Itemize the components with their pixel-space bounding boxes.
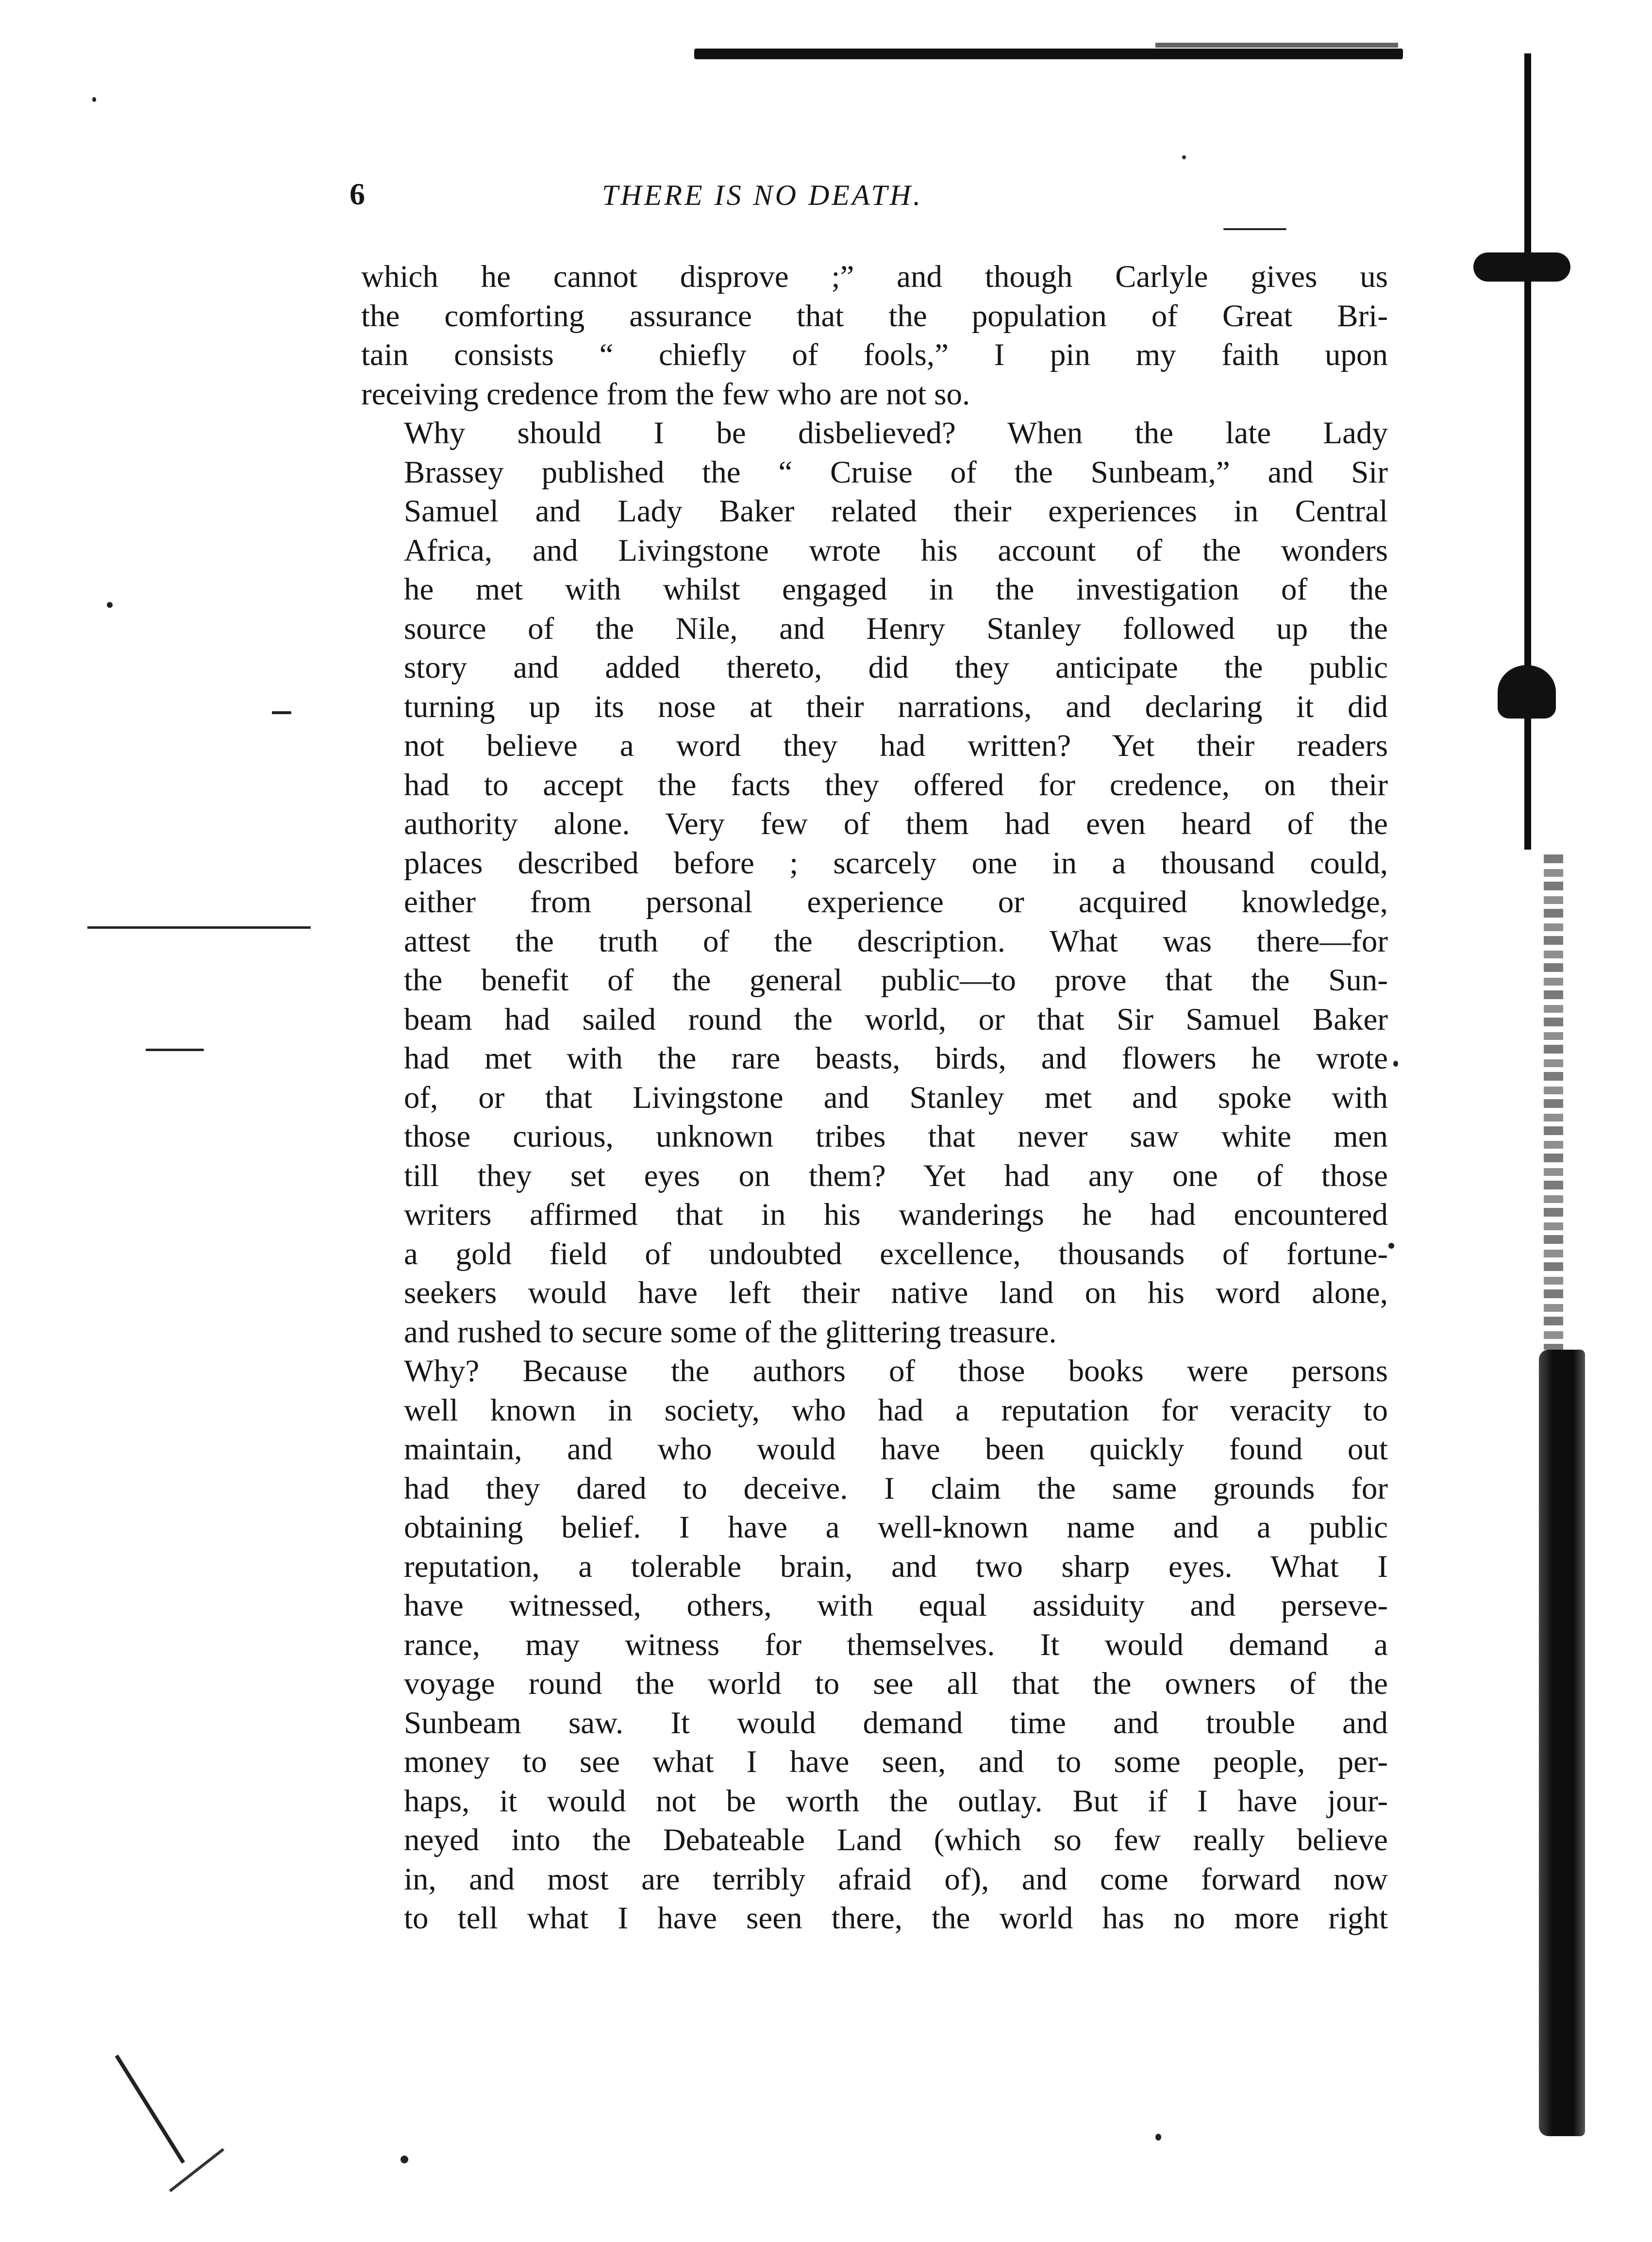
text-line: beam had sailed round the world, or that Sir Samuel Baker: [404, 1002, 1388, 1037]
text-line: voyage round the world to see all that the owners of the: [404, 1666, 1388, 1701]
text-line: Samuel and Lady Baker related their experiences in Central: [404, 494, 1388, 529]
text-line: source of the Nile, and Henry Stanley followed up the: [404, 611, 1388, 646]
paragraph-3: [361, 1352, 1388, 1938]
binding-edge-lower: [1539, 1350, 1585, 2136]
text-line: maintain, and who would have been quickly found out: [404, 1432, 1388, 1467]
text-line: the benefit of the general public—to prove that the Sun-: [404, 963, 1388, 998]
text-line: story and added thereto, did they anticipate the public: [404, 650, 1388, 685]
scan-speck: [1223, 228, 1286, 230]
text-line: haps, it would not be worth the outlay. But if I have jour-: [404, 1783, 1388, 1819]
text-line: places described before ; scarcely one in a thousand could,: [404, 845, 1388, 881]
text-line: Why? Because the authors of those books were persons: [404, 1354, 1388, 1389]
scan-speck: [1393, 1061, 1398, 1067]
text-line: have witnessed, others, with equal assiduity and perseve-: [404, 1588, 1388, 1623]
text-line: money to see what I have seen, and to some people, per-: [404, 1744, 1388, 1779]
top-border-rule: [694, 49, 1403, 59]
text-line: had met with the rare beasts, birds, and flowers he wrote: [404, 1041, 1388, 1076]
text-line: Why should I be disbelieved? When the late Lady: [404, 416, 1388, 451]
text-line: which he cannot disprove ;” and though Carlyle gives us: [361, 259, 1388, 294]
running-title: THERE IS NO DEATH.: [602, 179, 923, 211]
binding-edge-middle: [1544, 854, 1563, 1350]
text-line: of, or that Livingstone and Stanley met and spoke with: [404, 1080, 1388, 1115]
binding-edge-mark: [1473, 252, 1570, 282]
text-line: well known in society, who had a reputation for veracity to: [404, 1392, 1388, 1428]
text-line: had to accept the facts they offered for credence, on their: [404, 767, 1388, 803]
text-line: those curious, unknown tribes that never saw white men: [404, 1119, 1388, 1154]
text-line: neyed into the Debateable Land (which so few really believe: [404, 1823, 1388, 1857]
scan-speck: [1388, 1243, 1394, 1249]
corner-stray-line: [115, 2055, 185, 2164]
text-line: attest the truth of the description. What was there—for: [404, 923, 1388, 959]
scan-speck: [92, 97, 96, 102]
text-line: he met with whilst engaged in the investigation of the: [404, 572, 1388, 607]
text-line: to tell what I have seen there, the world has no more right: [404, 1901, 1388, 1936]
body-text: [361, 257, 1388, 1938]
binding-edge-blot: [1498, 665, 1556, 719]
scan-speck: [272, 711, 291, 714]
text-line: rance, may witness for themselves. It would demand a: [404, 1627, 1388, 1662]
text-line: obtaining belief. I have a well-known name and a public: [404, 1510, 1388, 1545]
scan-speck: [146, 1049, 204, 1051]
text-line: authority alone. Very few of them had even heard of the: [404, 806, 1388, 841]
page-number: 6: [350, 177, 365, 211]
text-line: seekers would have left their native land on his word alone,: [404, 1275, 1388, 1310]
text-line: and rushed to secure some of the glittering treasure.: [404, 1314, 1057, 1350]
binding-edge-upper: [1524, 53, 1531, 850]
text-line: not believe a word they had written? Yet their readers: [404, 728, 1388, 763]
text-line: either from personal experience or acquired knowledge,: [404, 885, 1388, 920]
text-line: tain consists “ chiefly of fools,” I pin my faith upon: [361, 337, 1388, 372]
text-line: turning up its nose at their narrations, and declaring it did: [404, 689, 1388, 724]
scan-speck: [107, 602, 113, 608]
scan-speck: [400, 2156, 408, 2163]
text-line: a gold field of undoubted excellence, thousands of fortune-: [404, 1236, 1388, 1272]
text-line: had they dared to deceive. I claim the same grounds for: [404, 1471, 1388, 1506]
text-line: the comforting assurance that the population of Great Bri-: [361, 298, 1388, 334]
text-line: receiving credence from the few who are not so.: [361, 376, 970, 412]
text-line: Brassey published the “ Cruise of the Sunbeam,” and Sir: [404, 454, 1388, 490]
text-line: in, and most are terribly afraid of), and come forward now: [404, 1861, 1388, 1897]
text-line: reputation, a tolerable brain, and two sharp eyes. What I: [404, 1549, 1388, 1584]
paragraph-1: [361, 257, 1388, 414]
text-line: Sunbeam saw. It would demand time and trouble and: [404, 1705, 1388, 1740]
scan-speck: [1182, 155, 1186, 159]
top-border-rule-thin: [1155, 43, 1398, 48]
paragraph-2: [361, 414, 1388, 1352]
scan-speck: [1155, 2134, 1161, 2141]
text-line: writers affirmed that in his wanderings he had encountered: [404, 1197, 1388, 1232]
text-line: till they set eyes on them? Yet had any one of those: [404, 1158, 1388, 1193]
text-line: Africa, and Livingstone wrote his account of the wonders: [404, 533, 1388, 568]
margin-stray-line: [87, 926, 311, 929]
